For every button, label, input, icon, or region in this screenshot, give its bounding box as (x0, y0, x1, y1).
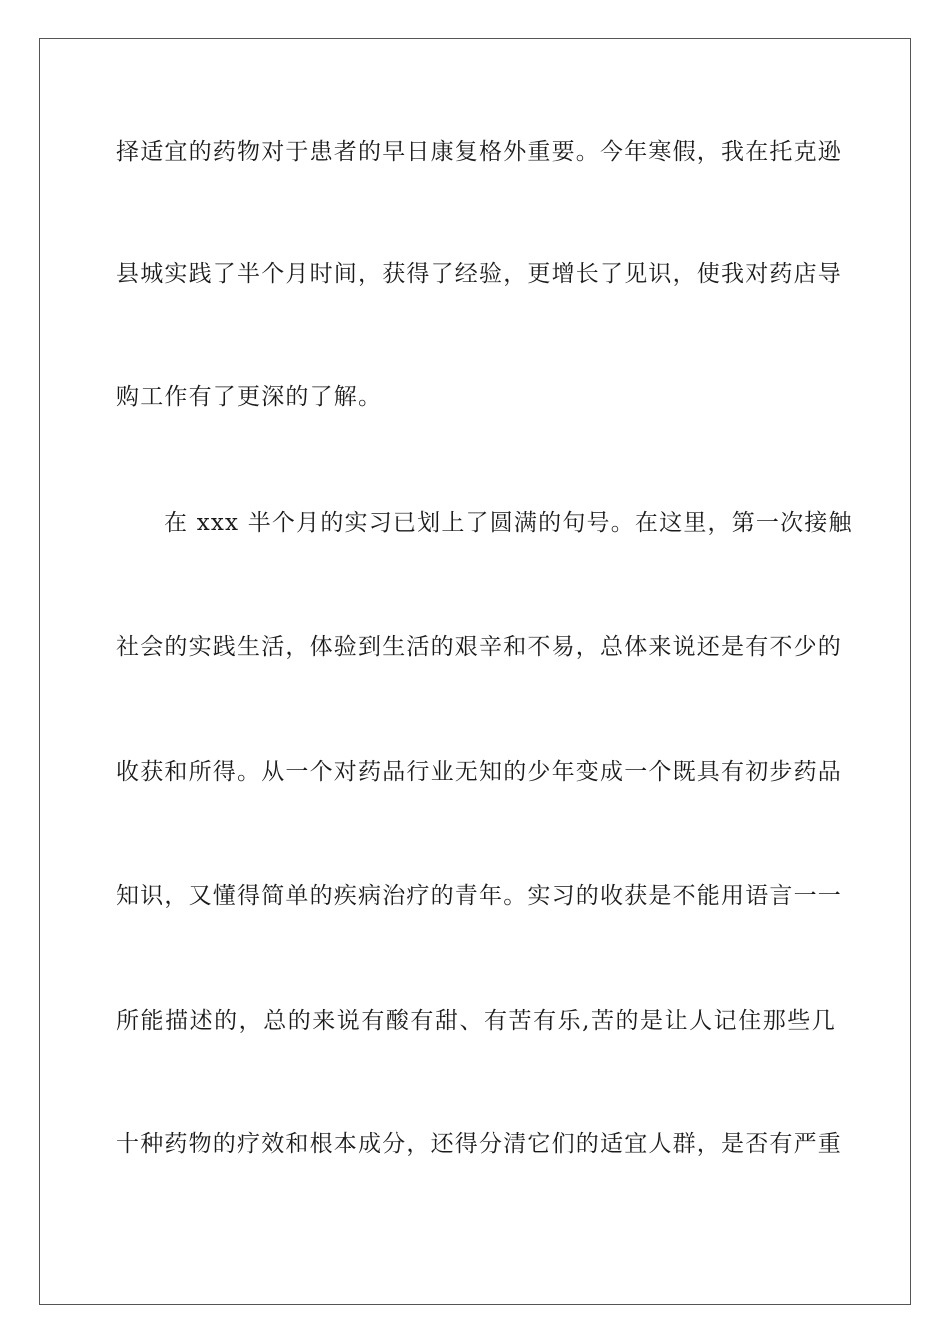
paragraph-line: 择适宜的药物对于患者的早日康复格外重要。今年寒假，我在托克逊 (116, 139, 842, 165)
page-border (39, 38, 911, 1305)
paragraph-line: 购工作有了更深的了解。 (116, 384, 383, 410)
paragraph-line: 收获和所得。从一个对药品行业无知的少年变成一个既具有初步药品 (116, 759, 842, 785)
paragraph-line: 社会的实践生活，体验到生活的艰辛和不易，总体来说还是有不少的 (116, 634, 842, 660)
paragraph-line: 知识，又懂得简单的疾病治疗的青年。实习的收获是不能用语言一一 (116, 883, 842, 909)
paragraph-line: 在 xxx 半个月的实习已划上了圆满的句号。在这里，第一次接触 (164, 510, 853, 536)
paragraph-line: 县城实践了半个月时间，获得了经验，更增长了见识，使我对药店导 (116, 261, 842, 287)
paragraph-line: 所能描述的，总的来说有酸有甜、有苦有乐,苦的是让人记住那些几 (116, 1008, 836, 1034)
paragraph-line: 十种药物的疗效和根本成分，还得分清它们的适宜人群，是否有严重 (116, 1131, 842, 1157)
